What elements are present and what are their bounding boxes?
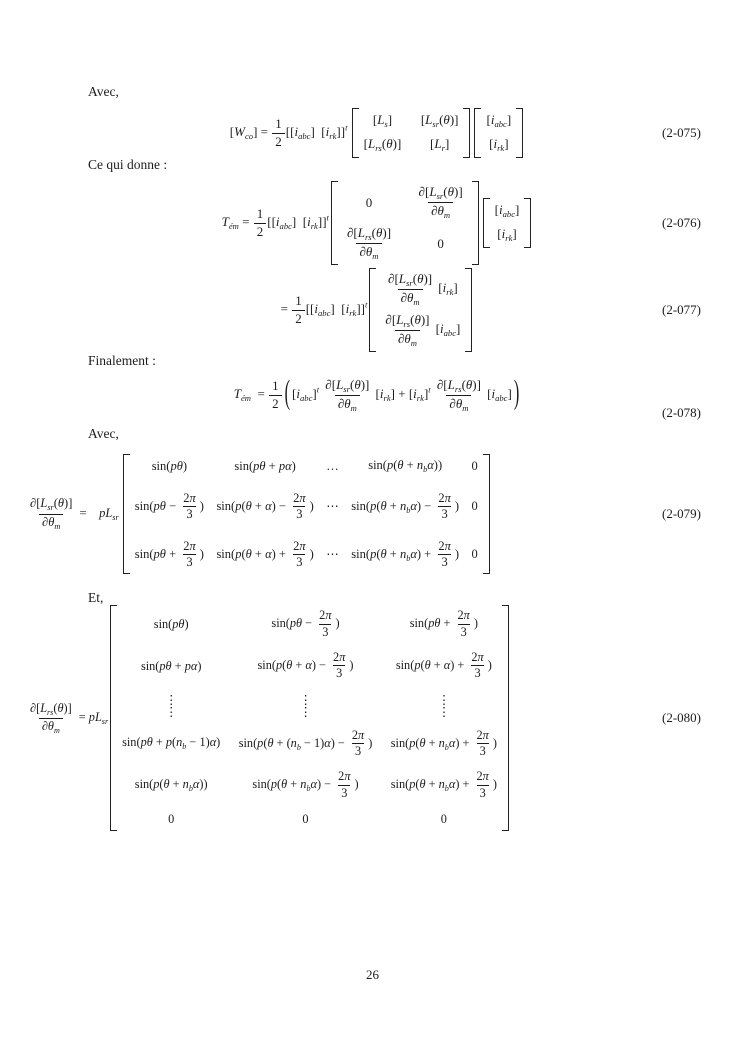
matrix-cell: sin(pθ) <box>151 458 188 473</box>
matrix-cell: $\sin(p(\theta + (n_b - 1)\alpha)$ − $\frac{2\pi}{3}$ ) <box>238 727 373 759</box>
fraction: $\frac{2\pi}{3}$ <box>476 769 489 800</box>
page-number: 26 <box>366 967 379 982</box>
fraction: $\frac{1}{2}$ <box>269 378 282 412</box>
matrix-cell: 0 <box>302 812 309 827</box>
matrix <box>331 181 479 264</box>
math-expression-076: $T_{ém}$ = $\frac{1}{2}$ [$[i_{abc}]$ $[i_{rk}]]^t$ 0 $\frac{\partial[L_{sr}(\theta)]}{\partial\theta_m}$ $\frac{\partial[L_{rs}(\theta)]}{\partial\theta_m}$ 0 $[i_{abc}]$ $[i_{rk}]$ <box>222 181 534 264</box>
matrix-cell: $[i_{rk}]$ <box>497 226 517 244</box>
matrix-cell: $[i_{rk}]$ <box>489 136 509 154</box>
fraction: $\frac{\partial[L_{rs}(\theta)]}{\partial\theta_m}$ <box>346 225 392 261</box>
fraction: $\frac{2\pi}{3}$ <box>476 727 489 759</box>
math-expression-079: $\frac{\partial[L_{sr}(\theta)]}{\partial\theta_m}$ = $pL_{sr}$ sin(pθ) sin(pθ + pα) … $\sin(p(\theta + n_b\alpha))$ 0 sin(pθ − $\frac{2\pi}{3}$ ) sin(p(θ + α) − $\frac{2\pi}{3}$ ) ⋯ $\sin(p(\theta + n_b\alpha)$ − $\frac{2\pi}{3}$ ) 0 sin(pθ + $\frac{2\pi}{3}$ ) sin(p(θ + α) + $\frac{2\pi}{3}$ ) ⋯ $\sin(p(\theta + n_b\alpha)$ + $\frac{2\pi}{3}$ ) 0 <box>26 454 492 574</box>
matrix-cell: 0 <box>168 812 175 827</box>
matrix-cell: sin(pθ + pα) <box>140 658 202 673</box>
fraction: $\frac{2\pi}{3}$ <box>319 608 332 639</box>
matrix-cell: 0 <box>471 458 478 473</box>
left-bracket <box>483 198 490 248</box>
matrix-cell: $\frac{\partial[L_{rs}(\theta)]}{\partial\theta_m}$ $[i_{abc}]$ <box>381 312 460 348</box>
matrix-cell: sin(pθ) <box>153 616 189 631</box>
fraction: $\frac{2\pi}{3}$ <box>333 649 346 681</box>
matrix-cell: $[L_{rs}(\theta)]$ <box>363 136 402 154</box>
equation-number-077: (2-077) <box>662 302 701 317</box>
paragraph-ce-qui-donne: Ce qui donne : <box>88 157 168 172</box>
matrix-cell: 0 <box>471 547 478 562</box>
equation-number-075: (2-075) <box>662 125 701 140</box>
matrix-cell: sin(pθ + $\frac{2\pi}{3}$ ) <box>134 538 204 570</box>
fraction: $\frac{1}{2}$ <box>292 293 305 327</box>
matrix-cell: $[L_s]$ <box>372 112 393 130</box>
equation-body-076 <box>0 181 745 264</box>
equation-body-078 <box>0 374 745 413</box>
left-bracket <box>110 605 117 830</box>
matrix <box>483 198 532 248</box>
fraction: $\frac{\partial[L_{sr}(\theta)]}{\partial\theta_m}$ <box>30 496 73 531</box>
equation-2-075 <box>0 104 745 162</box>
fraction: $\frac{\partial[L_{rs}(\theta)]}{\partial\theta_m}$ <box>385 312 430 348</box>
matrix <box>369 268 472 351</box>
right-bracket <box>502 605 509 830</box>
matrix-cell <box>438 692 450 719</box>
paragraph-et: Et, <box>88 590 104 605</box>
fraction: $\frac{2\pi}{3}$ <box>438 538 451 570</box>
math-expression-075: $[W_{co}]$ = $\frac{1}{2}$ [$[i_{abc}]$ $[i_{rk}]]^t$ $[L_s]$ $[L_{sr}(\theta)]$ $[L_{rs}(\theta)]$ $[L_r]$ $[i_{abc}]$ $[i_{rk}]$ <box>230 108 525 158</box>
equation-2-076 <box>0 176 745 270</box>
fraction: $\frac{2\pi}{3}$ <box>183 538 196 570</box>
paragraph-finalement: Finalement : <box>88 353 156 368</box>
equation-2-080 <box>0 608 745 827</box>
right-bracket <box>463 108 470 158</box>
equation-number-078: (2-078) <box>662 405 701 420</box>
math-expression-080: $\frac{\partial[L_{rs}(\theta)]}{\partial\theta_m}$ = $pL_{sr}$ sin(pθ) sin(pθ − $\frac{2\pi}{3}$ ) sin(pθ + $\frac{2\pi}{3}$ ) sin(pθ + pα) sin(p(θ + α) − $\frac{2\pi}{3}$ ) sin(p(θ + α) + $\frac{2\pi}{3}$ ) ⋮ ⋮ ⋮ ⋮ ⋮ ⋮ $\sin(p\theta + p(n_b - 1)\alpha)$ $\sin(p(\theta + (n_b - 1)\alpha)$ − $\frac{2\pi}{3}$ ) $\sin(p(\theta + n_b\alpha)$ + $\frac{2\pi}{3}$ ) $\sin(p(\theta + n_b\alpha))$ $\sin(p(\theta + n_b\alpha)$ − $\frac{2\pi}{3}$ ) $\sin(p(\theta + n_b\alpha)$ + $\frac{2\pi}{3}$ ) 0 0 0 <box>26 605 511 830</box>
fraction: $\frac{\partial[L_{rs}(\theta)]}{\partial\theta_m}$ <box>436 376 481 413</box>
fraction: $\frac{2\pi}{3}$ <box>457 608 470 639</box>
matrix-cell: $\sin(p(\theta + n_b\alpha)$ + $\frac{2\pi}{3}$ ) <box>390 727 497 759</box>
matrix-cell: ⋯ <box>326 547 339 562</box>
matrix-cell: sin(p(θ + α) + $\frac{2\pi}{3}$ ) <box>395 649 492 681</box>
vdots-stack: ⋮ ⋮ <box>437 692 450 719</box>
right-bracket <box>524 198 531 248</box>
matrix-cell: $\sin(p(\theta + n_b\alpha)$ − $\frac{2\pi}{3}$ ) <box>351 490 460 522</box>
matrix-cell: $\sin(p(\theta + n_b\alpha))$ <box>368 458 443 474</box>
matrix-cell: $\sin(p(\theta + n_b\alpha))$ <box>134 776 208 793</box>
matrix-cell: sin(pθ + $\frac{2\pi}{3}$ ) <box>409 608 478 639</box>
matrix-cell <box>165 692 177 719</box>
matrix-cell <box>343 225 395 261</box>
matrix-cell: sin(p(θ + α) + $\frac{2\pi}{3}$ ) <box>216 538 314 570</box>
paragraph-avec-1: Avec, <box>88 84 119 99</box>
left-bracket <box>123 454 130 574</box>
math-expression-078: $T_{ém}$ = $\frac{1}{2}$ ( $[i_{abc}]^t$ $\frac{\partial[L_{sr}(\theta)]}{\partial\theta_m}$ $[i_{rk}] + [i_{rk}]^t$ $\frac{\partial[L_{rs}(\theta)]}{\partial\theta_m}$ $[i_{abc}]$ ) <box>234 377 522 413</box>
equation-number-076: (2-076) <box>662 215 701 230</box>
big-paren: ( <box>284 374 291 412</box>
matrix-cell: sin(pθ − $\frac{2\pi}{3}$ ) <box>134 490 204 522</box>
left-bracket <box>352 108 359 158</box>
matrix-cell: 0 <box>440 812 447 827</box>
paragraph-avec-2: Avec, <box>88 426 119 441</box>
fraction: $\frac{\partial[L_{sr}(\theta)]}{\partial\theta_m}$ <box>325 376 370 413</box>
equation-body-077 <box>0 268 745 351</box>
matrix-cell: ⋯ <box>326 499 339 514</box>
matrix-cell <box>299 692 311 719</box>
matrix <box>474 108 523 158</box>
fraction: $\frac{2\pi}{3}$ <box>351 727 365 759</box>
fraction: $\frac{2\pi}{3}$ <box>293 538 306 570</box>
matrix-cell: 0 <box>437 235 444 251</box>
right-bracket <box>483 454 490 574</box>
equation-body-079 <box>0 454 745 574</box>
equation-body-075 <box>0 108 745 158</box>
fraction: $\frac{2\pi}{3}$ <box>471 649 484 681</box>
equation-2-079 <box>0 440 745 588</box>
matrix-cell: sin(p(θ + α) − $\frac{2\pi}{3}$ ) <box>216 490 314 522</box>
matrix-cell: $\sin(p(\theta + n_b\alpha)$ − $\frac{2\pi}{3}$ ) <box>252 769 359 800</box>
fraction: $\frac{2\pi}{3}$ <box>338 769 351 800</box>
matrix-cell <box>415 184 467 220</box>
equation-number-079: (2-079) <box>662 506 701 521</box>
matrix-cell: 0 <box>471 499 478 514</box>
fraction: $\frac{\partial[L_{sr}(\theta)]}{\partial\theta_m}$ <box>418 184 463 220</box>
left-bracket <box>369 268 376 351</box>
matrix-cell: $[i_{abc}]$ <box>494 202 520 220</box>
math-expression-077: = $\frac{1}{2}$ [$[i_{abc}]$ $[i_{rk}]]^t$ $\frac{\partial[L_{sr}(\theta)]}{\partial\theta_m}$ $[i_{rk}]$ $\frac{\partial[L_{rs}(\theta)]}{\partial\theta_m}$ $[i_{abc}]$ <box>281 268 475 351</box>
fraction: $\frac{1}{2}$ <box>272 116 285 150</box>
fraction: $\frac{2\pi}{3}$ <box>183 490 196 522</box>
matrix-cell: sin(pθ + pα) <box>234 458 296 473</box>
matrix <box>123 454 490 574</box>
equation-body-080 <box>0 605 745 830</box>
right-bracket <box>472 181 479 264</box>
matrix-cell: sin(p(θ + α) − $\frac{2\pi}{3}$ ) <box>257 649 354 681</box>
left-bracket <box>331 181 338 264</box>
fraction: $\frac{2\pi}{3}$ <box>438 490 451 522</box>
vdots-stack: ⋮ ⋮ <box>165 692 178 719</box>
matrix-cell: sin(pθ − $\frac{2\pi}{3}$ ) <box>271 608 340 639</box>
left-bracket <box>474 108 481 158</box>
matrix <box>110 605 509 830</box>
fraction: $\frac{2\pi}{3}$ <box>293 490 306 522</box>
matrix-cell: $[i_{abc}]$ <box>486 112 512 130</box>
big-paren: ) <box>513 374 520 412</box>
matrix-cell: $\sin(p(\theta + n_b\alpha)$ + $\frac{2\pi}{3}$ ) <box>351 538 460 570</box>
matrix-cell: $[L_r]$ <box>430 136 450 154</box>
right-bracket <box>465 268 472 351</box>
matrix-cell: $\sin(p(\theta + n_b\alpha)$ + $\frac{2\pi}{3}$ ) <box>390 769 497 800</box>
equation-2-078 <box>0 368 745 422</box>
fraction: $\frac{\partial[L_{sr}(\theta)]}{\partial\theta_m}$ <box>388 271 433 307</box>
matrix-cell: $\frac{\partial[L_{sr}(\theta)]}{\partial\theta_m}$ $[i_{rk}]$ <box>384 271 458 307</box>
matrix <box>352 108 471 158</box>
matrix-cell: 0 <box>365 194 373 210</box>
matrix-cell: $\sin(p\theta + p(n_b - 1)\alpha)$ <box>122 735 221 752</box>
matrix-cell: … <box>326 458 339 473</box>
vdots-stack: ⋮ ⋮ <box>299 692 312 719</box>
fraction: $\frac{1}{2}$ <box>254 206 267 240</box>
right-bracket <box>516 108 523 158</box>
matrix-cell: $[L_{sr}(\theta)]$ <box>420 112 459 130</box>
equation-number-080: (2-080) <box>662 710 701 725</box>
fraction: $\frac{\partial[L_{rs}(\theta)]}{\partial\theta_m}$ <box>30 700 72 735</box>
equation-2-077 <box>0 264 745 356</box>
